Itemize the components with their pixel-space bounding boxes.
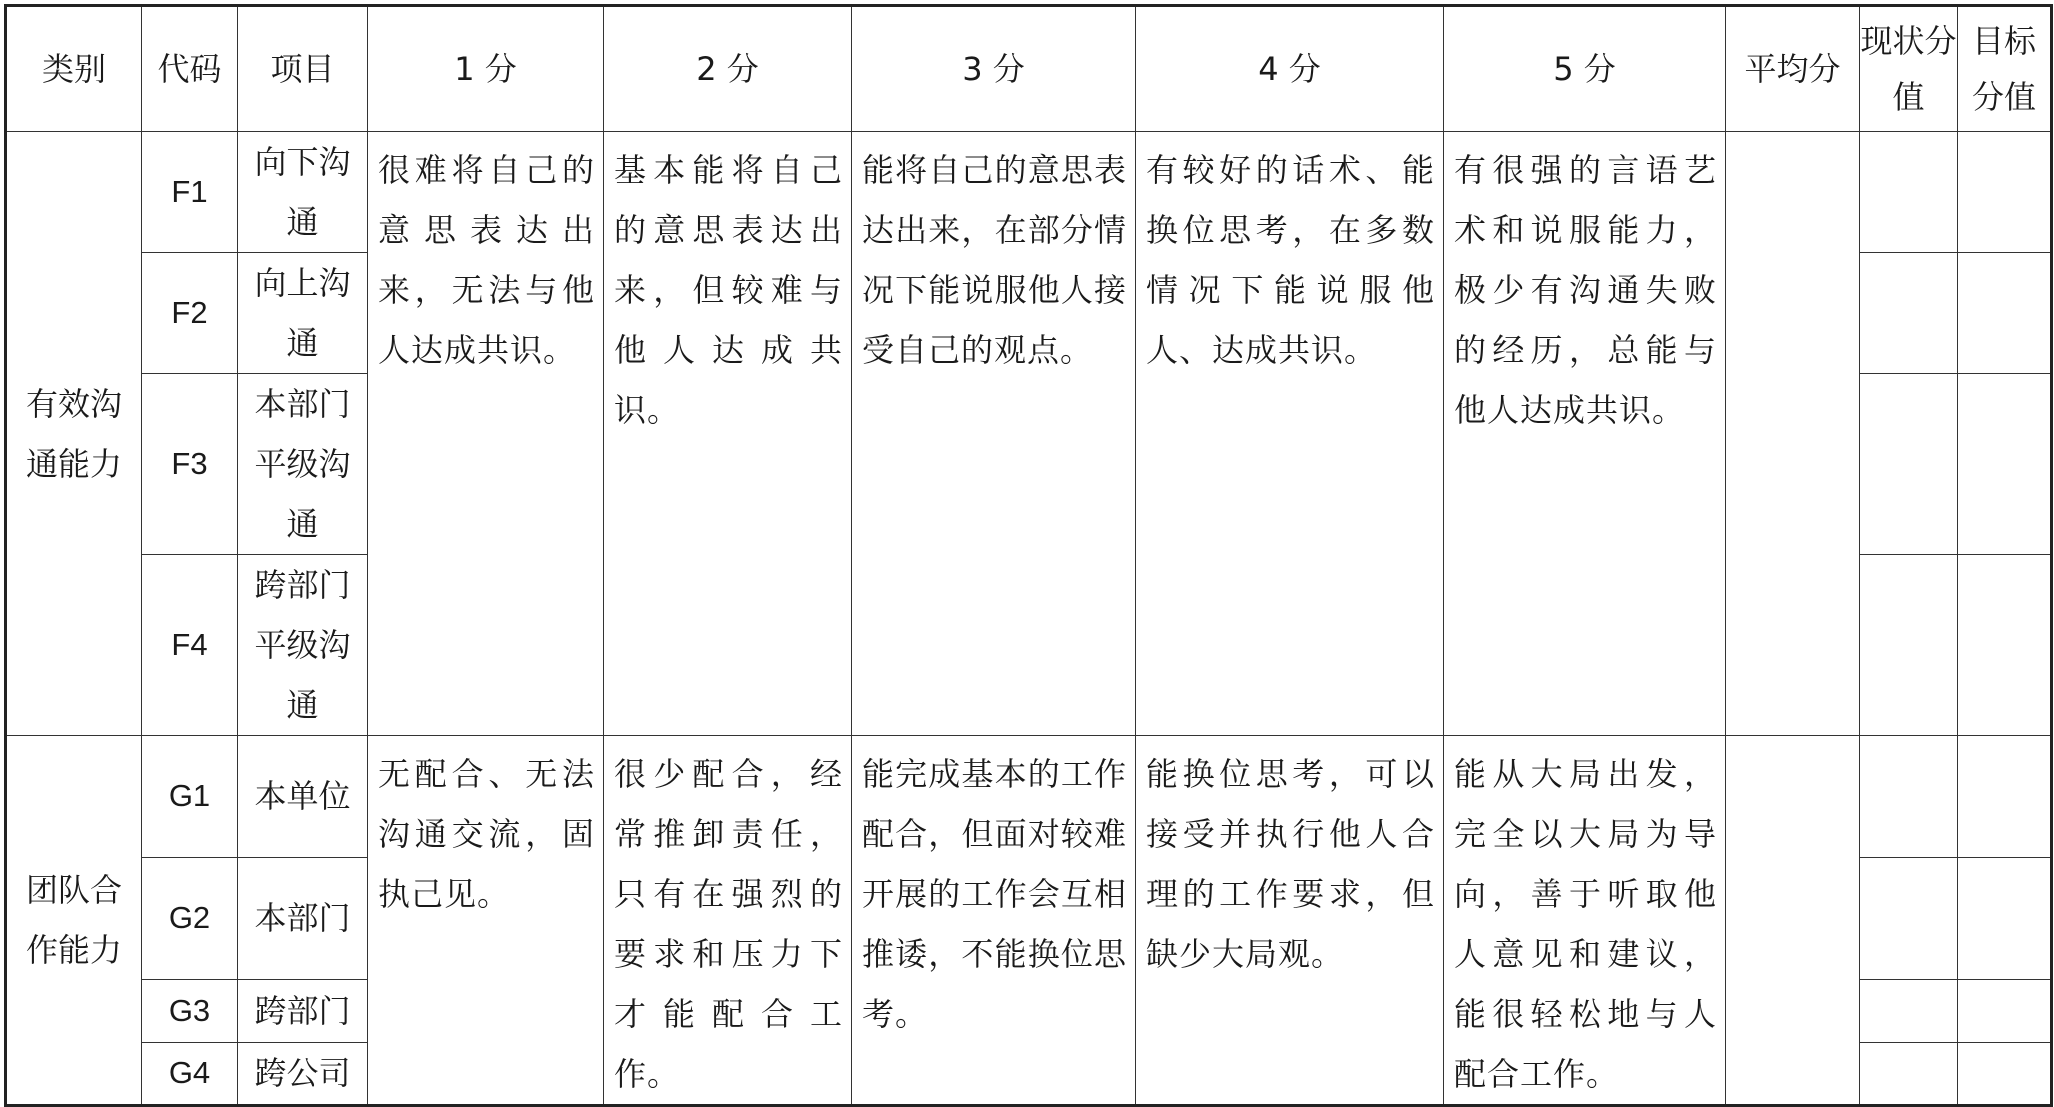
score-4-description: 能换位思考，可以接受并执行他人合理的工作要求，但缺少大局观。 — [1136, 736, 1444, 1106]
category-cell: 有效沟通能力 — [6, 132, 142, 736]
target-score-cell[interactable] — [1958, 374, 2052, 555]
item-cell: 本部门平级沟通 — [238, 374, 368, 555]
code-cell: F2 — [142, 253, 238, 374]
header-score-4: 4 分 — [1136, 6, 1444, 132]
competency-rubric-table — [4, 4, 2053, 1107]
code-cell: G3 — [142, 979, 238, 1042]
header-category: 类别 — [6, 6, 142, 132]
item-cell: 本单位 — [238, 736, 368, 858]
code-cell: F4 — [142, 555, 238, 736]
score-2-description: 很少配合，经常推卸责任，只有在强烈的要求和压力下才能配合工作。 — [604, 736, 852, 1106]
target-score-cell[interactable] — [1958, 979, 2052, 1042]
target-score-cell[interactable] — [1958, 857, 2052, 979]
header-score-3: 3 分 — [852, 6, 1136, 132]
code-cell: F3 — [142, 374, 238, 555]
table-row — [6, 132, 2052, 253]
current-score-cell[interactable] — [1860, 132, 1958, 253]
current-score-cell[interactable] — [1860, 253, 1958, 374]
score-4-description: 有较好的话术、能换位思考，在多数情况下能说服他人、达成共识。 — [1136, 132, 1444, 736]
current-score-cell[interactable] — [1860, 736, 1958, 858]
score-5-description: 能从大局出发，完全以大局为导向，善于听取他人意见和建议，能很轻松地与人配合工作。 — [1444, 736, 1726, 1106]
header-row — [6, 6, 2052, 132]
header-code: 代码 — [142, 6, 238, 132]
header-score-5: 5 分 — [1444, 6, 1726, 132]
target-score-cell[interactable] — [1958, 736, 2052, 858]
item-cell: 向上沟通 — [238, 253, 368, 374]
target-score-cell[interactable] — [1958, 555, 2052, 736]
item-cell: 跨部门平级沟通 — [238, 555, 368, 736]
header-score-2: 2 分 — [604, 6, 852, 132]
target-score-cell[interactable] — [1958, 253, 2052, 374]
code-cell: G4 — [142, 1042, 238, 1105]
current-score-cell[interactable] — [1860, 979, 1958, 1042]
score-5-description: 有很强的言语艺术和说服能力，极少有沟通失败的经历，总能与他人达成共识。 — [1444, 132, 1726, 736]
current-score-cell[interactable] — [1860, 1042, 1958, 1105]
target-score-cell[interactable] — [1958, 1042, 2052, 1105]
header-item: 项目 — [238, 6, 368, 132]
code-cell: G1 — [142, 736, 238, 858]
category-cell: 团队合作能力 — [6, 736, 142, 1106]
score-3-description: 能将自己的意思表达出来，在部分情况下能说服他人接受自己的观点。 — [852, 132, 1136, 736]
target-score-cell[interactable] — [1958, 132, 2052, 253]
code-cell: G2 — [142, 857, 238, 979]
header-target-score: 目标分值 — [1958, 6, 2052, 132]
score-1-description: 很难将自己的意思表达出来，无法与他人达成共识。 — [368, 132, 604, 736]
average-score-cell[interactable] — [1726, 132, 1860, 736]
header-average: 平均分 — [1726, 6, 1860, 132]
current-score-cell[interactable] — [1860, 555, 1958, 736]
average-score-cell[interactable] — [1726, 736, 1860, 1106]
code-cell: F1 — [142, 132, 238, 253]
item-cell: 跨公司 — [238, 1042, 368, 1105]
current-score-cell[interactable] — [1860, 857, 1958, 979]
header-current-score: 现状分值 — [1860, 6, 1958, 132]
item-cell: 本部门 — [238, 857, 368, 979]
score-2-description: 基本能将自己的意思表达出来，但较难与他人达成共识。 — [604, 132, 852, 736]
score-1-description: 无配合、无法沟通交流，固执己见。 — [368, 736, 604, 1106]
header-score-1: 1 分 — [368, 6, 604, 132]
table-row — [6, 736, 2052, 858]
current-score-cell[interactable] — [1860, 374, 1958, 555]
item-cell: 跨部门 — [238, 979, 368, 1042]
score-3-description: 能完成基本的工作配合，但面对较难开展的工作会互相推诿，不能换位思考。 — [852, 736, 1136, 1106]
item-cell: 向下沟通 — [238, 132, 368, 253]
